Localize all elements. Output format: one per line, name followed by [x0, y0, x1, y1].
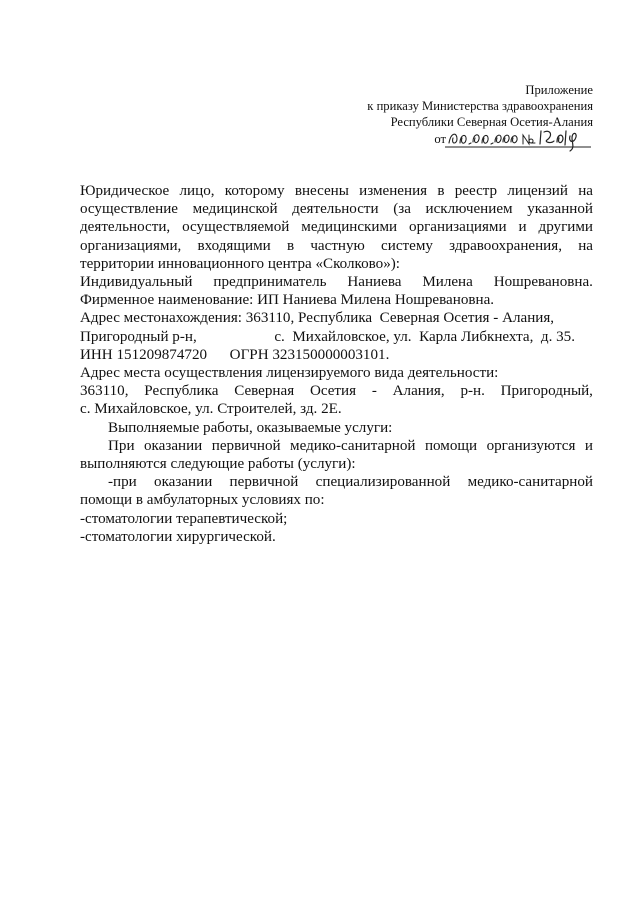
entrepreneur-line [80, 273, 593, 291]
order-reference: к приказу Министерства здравоохранения [367, 99, 593, 113]
activity-address-part: Северная [234, 383, 295, 400]
specialized-care: -при оказании первичной специализированной медико-санитарной помощи в амбулаторных условиях по: [80, 474, 593, 509]
legal-address-line1: Адрес местонахождения: 363110, Республика Северная Осетия - Алания, [80, 310, 555, 327]
works-label: Выполняемые работы, оказываемые услуги: [108, 419, 393, 436]
activity-address-label: Адрес места осуществления лицензируемого вида деятельности: [80, 365, 499, 382]
document-body [80, 182, 593, 546]
legal-address-line2 [80, 328, 593, 346]
handwritten-date-and-number [445, 126, 593, 152]
activity-address-part: Пригородный, [500, 383, 593, 400]
activity-address-part: Алания, [392, 383, 445, 400]
activity-address-part: Республика [144, 383, 219, 400]
entrepreneur-word: Милена [422, 274, 473, 291]
activity-address-part: - [371, 383, 377, 400]
firm-name: Фирменное наименование: ИП Наниева Милена Ношревановна. [80, 292, 495, 309]
service-surgical-dentistry: -стоматологии хирургической. [80, 528, 276, 545]
service-therapeutic-dentistry: -стоматологии терапевтической; [80, 510, 288, 527]
entrepreneur-word: Наниева [347, 274, 402, 291]
address-street: с. Михайловское, ул. Карла Либкнехта, д. 35. [274, 328, 575, 345]
inn-ogrn: ИНН 151209874720 ОГРН 323150000003101. [80, 346, 390, 363]
activity-address-part: р-н. [460, 383, 485, 400]
activity-address-part: Осетия [309, 383, 357, 400]
order-date-line [273, 130, 593, 150]
date-prefix: от [434, 132, 446, 146]
entrepreneur-word: предприниматель [213, 274, 327, 291]
activity-address-line1 [80, 382, 593, 400]
ministry-region: Республики Северная Осетия-Алания [390, 115, 593, 129]
entrepreneur-word: Ношревановна. [493, 274, 593, 291]
activity-address-line2: с. Михайловское, ул. Строителей, зд. 2Е. [80, 401, 342, 418]
address-district: Пригородный р-н, [80, 328, 197, 345]
works-intro: При оказании первичной медико-санитарной помощи организуются и выполняются следующие работы (услуги): [80, 437, 593, 473]
licensee-intro: Юридическое лицо, которому внесены изменения в реестр лицензий на осуществление медицинской деятельности (за исключением указанной деятельности, осуществляемой медицинскими организациями и другими организациями, входящими в частную систему здравоохранения, на территории инновационного центра «Сколково»): [80, 183, 593, 272]
appendix-title: Приложение [525, 83, 593, 97]
activity-address-part: 363110, [80, 383, 129, 400]
appendix-header [273, 82, 593, 150]
entrepreneur-word: Индивидуальный [80, 274, 193, 291]
